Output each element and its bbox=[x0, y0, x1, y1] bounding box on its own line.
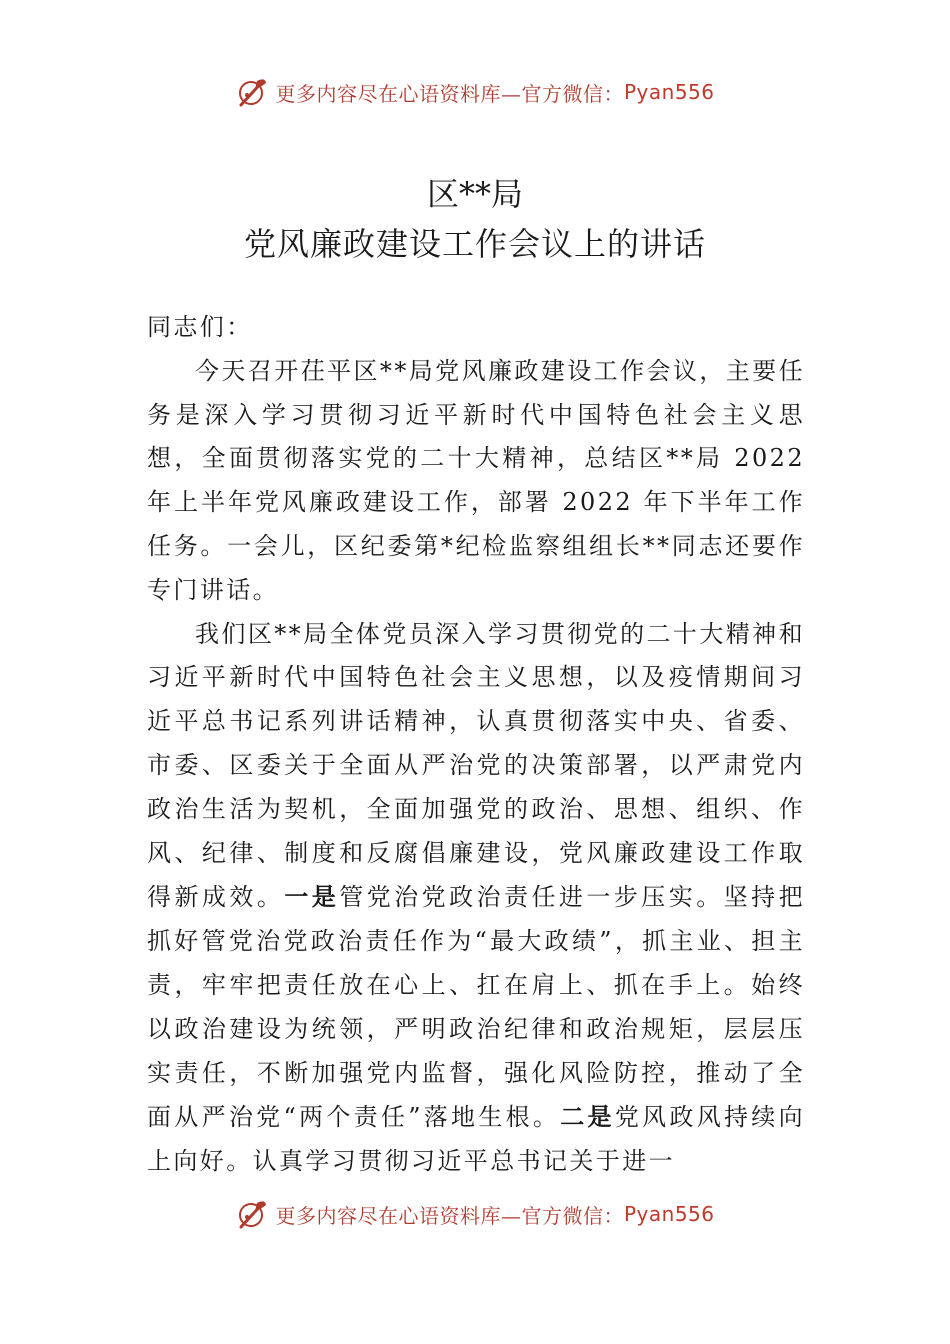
title-line-2: 党风廉政建设工作会议上的讲话 bbox=[243, 225, 706, 263]
header-banner bbox=[0, 72, 950, 112]
footer-banner bbox=[0, 1194, 950, 1234]
point-1-label: 一是 bbox=[284, 882, 340, 912]
banner-text: 更多内容尽在心语资料库—官方微信： bbox=[275, 1203, 624, 1228]
quill-logo-icon bbox=[235, 1197, 269, 1231]
paragraph-2 bbox=[147, 613, 805, 1184]
paragraph-2-intro: 我们区**局全体党员深入学习贯彻党的二十大精神和习近平新时代中国特色社会主义思想，以及疫情期间习近平总书记系列讲话精神，认真贯彻落实中央、省委、市委、区委关于全面从严治党的决策部署，以严肃党内政治生活为契机，全面加强党的政治、思想、组织、作风、纪律、制度和反腐倡廉建设，党风廉政建设工作取得新成效。 bbox=[147, 619, 805, 912]
title-line-1: 区**局 bbox=[426, 175, 523, 213]
document-body bbox=[147, 306, 805, 1184]
point-2-text: 党风政风持续向上向好。认真学习贯彻习近平总书记关于进一 bbox=[147, 1103, 805, 1176]
point-2-label: 二是 bbox=[560, 1102, 615, 1132]
salutation: 同志们： bbox=[147, 313, 253, 341]
banner-text: 更多内容尽在心语资料库—官方微信： bbox=[275, 81, 624, 106]
quill-logo-icon bbox=[235, 75, 269, 109]
point-1-text: 管党治党政治责任进一步压实。坚持把抓好管党治党政治责任作为“最大政绩”，抓主业、担主责，牢牢把责任放在心上、扛在肩上、抓在手上。始终以政治建设为统领，严明政治纪律和政治规矩，层层压实责任，不断加强党内监督，强化风险防控，推动了全面从严治党“两个责任”落地生根。 bbox=[147, 883, 805, 1132]
paragraph-1: 今天召开茌平区**局党风廉政建设工作会议，主要任务是深入学习贯彻习近平新时代中国特色社会主义思想，全面贯彻落实党的二十大精神，总结区**局 2022 年上半年党风廉政建设工作，部署 2022 年下半年工作任务。一会儿，区纪委第*纪检监察组组长**同志还要作专门讲话。 bbox=[147, 356, 805, 604]
banner-wechat-id: Pyan556 bbox=[623, 1202, 715, 1226]
banner-wechat-id: Pyan556 bbox=[623, 80, 715, 104]
document-title bbox=[0, 170, 950, 270]
